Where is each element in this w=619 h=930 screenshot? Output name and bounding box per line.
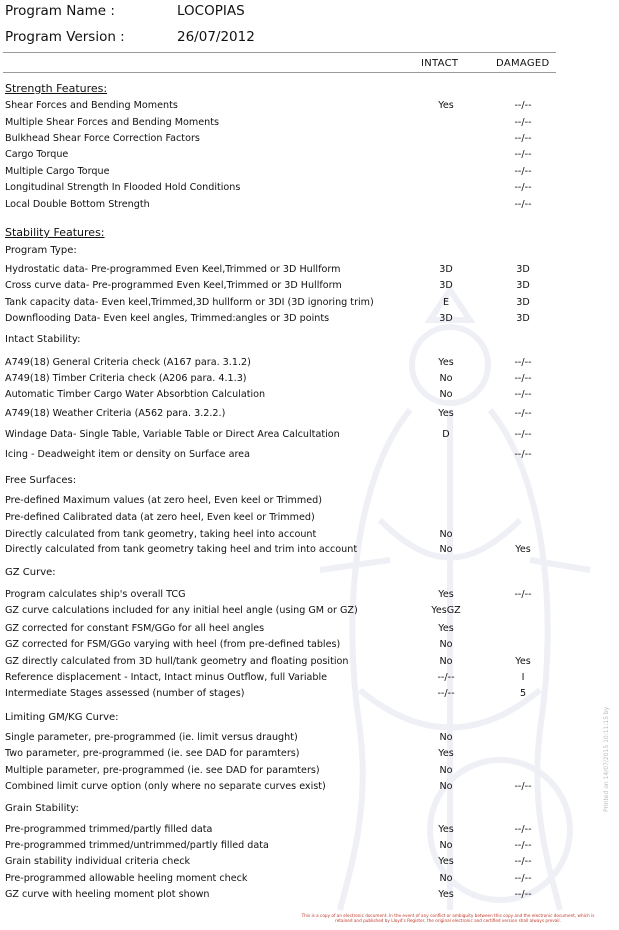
side-print-note: Printed on 14/07/2015 10:11:15 by xyxy=(603,706,610,812)
feature-label: Shear Forces and Bending Moments xyxy=(5,100,178,111)
intact-value: Yes xyxy=(438,357,454,368)
damaged-value: --/-- xyxy=(514,840,532,851)
intact-value: 3D xyxy=(439,313,453,324)
feature-label: Hydrostatic data- Pre-programmed Even Keel,Trimmed or 3D Hullform xyxy=(5,264,341,275)
program-version-row xyxy=(5,29,255,45)
program-version-label: Program Version : xyxy=(5,29,125,45)
damaged-value: Yes xyxy=(515,544,531,555)
intact-value: Yes xyxy=(438,889,454,900)
intact-value: Yes xyxy=(438,856,454,867)
feature-label: Tank capacity data- Even keel,Trimmed,3D hullform or 3DI (3D ignoring trim) xyxy=(5,297,374,308)
damaged-value: --/-- xyxy=(514,133,532,144)
feature-label: Reference displacement - Intact, Intact minus Outflow, full Variable xyxy=(5,672,328,683)
column-header-divider xyxy=(3,72,556,73)
feature-label: Cargo Torque xyxy=(5,149,69,160)
damaged-value: --/-- xyxy=(514,824,532,835)
feature-label: Grain stability individual criteria check xyxy=(5,856,191,867)
damaged-value: --/-- xyxy=(514,100,532,111)
damaged-value: 5 xyxy=(519,688,527,699)
damaged-value: --/-- xyxy=(514,149,532,160)
feature-label: GZ corrected for constant FSM/GGo for all heel angles xyxy=(5,623,265,634)
intact-value: No xyxy=(439,656,453,667)
feature-label: Multiple Cargo Torque xyxy=(5,166,110,177)
intact-value: No xyxy=(439,781,453,792)
intact-value: 3D xyxy=(439,280,453,291)
damaged-value: --/-- xyxy=(514,889,532,900)
intact-value: E xyxy=(442,297,450,308)
feature-label: Single parameter, pre-programmed (ie. limit versus draught) xyxy=(5,732,298,743)
intact-value: No xyxy=(439,765,453,776)
feature-label: Windage Data- Single Table, Variable Table or Direct Area Calcultation xyxy=(5,429,340,440)
feature-label: Combined limit curve option (only where no separate curves exist) xyxy=(5,781,326,792)
damaged-value: --/-- xyxy=(514,166,532,177)
feature-label: Pre-programmed trimmed/untrimmed/partly filled data xyxy=(5,840,269,851)
damaged-value: --/-- xyxy=(514,781,532,792)
feature-label: Pre-defined Calibrated data (at zero heel, Even keel or Trimmed) xyxy=(5,512,315,523)
damaged-value: --/-- xyxy=(514,199,532,210)
feature-label: Directly calculated from tank geometry taking heel and trim into account xyxy=(5,544,358,555)
intact-value: No xyxy=(439,373,453,384)
intact-value: Yes xyxy=(438,824,454,835)
subsection-title: GZ Curve: xyxy=(5,567,56,578)
feature-label: A749(18) Weather Criteria (A562 para. 3.2.2.) xyxy=(5,408,226,419)
feature-label: Bulkhead Shear Force Correction Factors xyxy=(5,133,200,144)
subsection-title: Program Type: xyxy=(5,245,77,256)
header-divider xyxy=(3,52,556,53)
intact-value: D xyxy=(442,429,450,440)
feature-label: Pre-programmed trimmed/partly filled data xyxy=(5,824,213,835)
subsection-title: Grain Stability: xyxy=(5,803,79,814)
feature-label: GZ curve with heeling moment plot shown xyxy=(5,889,210,900)
intact-value: No xyxy=(439,544,453,555)
intact-value: 3D xyxy=(439,264,453,275)
damaged-value: --/-- xyxy=(514,429,532,440)
feature-label: Longitudinal Strength In Flooded Hold Conditions xyxy=(5,182,241,193)
intact-value: --/-- xyxy=(437,688,455,699)
feature-label: GZ directly calculated from 3D hull/tank geometry and floating position xyxy=(5,656,349,667)
intact-value: No xyxy=(439,840,453,851)
damaged-value: --/-- xyxy=(514,117,532,128)
intact-value: Yes xyxy=(438,100,454,111)
damaged-value: 3D xyxy=(516,280,530,291)
feature-label: Automatic Timber Cargo Water Absorbtion Calculation xyxy=(5,389,266,400)
damaged-value: --/-- xyxy=(514,373,532,384)
feature-label: Icing - Deadweight item or density on Surface area xyxy=(5,449,250,460)
damaged-value: --/-- xyxy=(514,589,532,600)
program-name-value: LOCOPIAS xyxy=(177,3,245,19)
intact-value: Yes xyxy=(438,589,454,600)
intact-value: --/-- xyxy=(437,672,455,683)
intact-value: No xyxy=(439,529,453,540)
feature-label: A749(18) Timber Criteria check (A206 para. 4.1.3) xyxy=(5,373,247,384)
damaged-value: I xyxy=(521,672,525,683)
intact-value: Yes xyxy=(438,748,454,759)
subsection-title: Intact Stability: xyxy=(5,334,81,345)
intact-value: Yes xyxy=(438,408,454,419)
damaged-value: --/-- xyxy=(514,408,532,419)
damaged-value: 3D xyxy=(516,297,530,308)
program-name-label: Program Name : xyxy=(5,3,115,19)
damaged-value: --/-- xyxy=(514,856,532,867)
feature-label: Program calculates ship's overall TCG xyxy=(5,589,186,600)
damaged-value: --/-- xyxy=(514,182,532,193)
intact-value: YesGZ xyxy=(431,605,461,616)
intact-value: No xyxy=(439,732,453,743)
section-title: Stability Features: xyxy=(5,226,105,239)
intact-value: No xyxy=(439,873,453,884)
feature-label: A749(18) General Criteria check (A167 para. 3.1.2) xyxy=(5,357,251,368)
feature-label: Pre-programmed allowable heeling moment check xyxy=(5,873,248,884)
feature-label: Cross curve data- Pre-programmed Even Keel,Trimmed or 3D Hullform xyxy=(5,280,342,291)
feature-label: GZ curve calculations included for any initial heel angle (using GM or GZ) xyxy=(5,605,358,616)
program-name-row xyxy=(5,3,245,19)
damaged-value: --/-- xyxy=(514,449,532,460)
feature-label: Downflooding Data- Even keel angles, Trimmed:angles or 3D points xyxy=(5,313,330,324)
damaged-value: Yes xyxy=(515,656,531,667)
intact-value: Yes xyxy=(438,623,454,634)
damaged-value: --/-- xyxy=(514,873,532,884)
feature-label: Intermediate Stages assessed (number of stages) xyxy=(5,688,245,699)
damaged-value: 3D xyxy=(516,264,530,275)
footer-note: This is a copy of an electronic document. In the event of any conflict or ambiguity between this copy and the electronic document, which is retained and published by Lloyd's Register, the original electronic and certified version shall always prevail. xyxy=(301,913,595,923)
column-header-intact: INTACT xyxy=(421,58,459,69)
damaged-value: 3D xyxy=(516,313,530,324)
feature-label: Directly calculated from tank geometry, taking heel into account xyxy=(5,529,317,540)
feature-label: Pre-defined Maximum values (at zero heel, Even keel or Trimmed) xyxy=(5,495,322,506)
program-version-value: 26/07/2012 xyxy=(177,29,255,45)
subsection-title: Free Surfaces: xyxy=(5,475,77,486)
feature-label: Two parameter, pre-programmed (ie. see DAD for paramters) xyxy=(5,748,300,759)
section-title: Strength Features: xyxy=(5,82,108,95)
subsection-title: Limiting GM/KG Curve: xyxy=(5,712,119,723)
intact-value: No xyxy=(439,389,453,400)
feature-label: Local Double Bottom Strength xyxy=(5,199,150,210)
damaged-value: --/-- xyxy=(514,389,532,400)
feature-label: GZ corrected for FSM/GGo varying with heel (from pre-defined tables) xyxy=(5,639,341,650)
intact-value: No xyxy=(439,639,453,650)
damaged-value: --/-- xyxy=(514,357,532,368)
feature-label: Multiple parameter, pre-programmed (ie. see DAD for paramters) xyxy=(5,765,320,776)
column-header-damaged: DAMAGED xyxy=(496,58,550,69)
feature-label: Multiple Shear Forces and Bending Moments xyxy=(5,117,219,128)
